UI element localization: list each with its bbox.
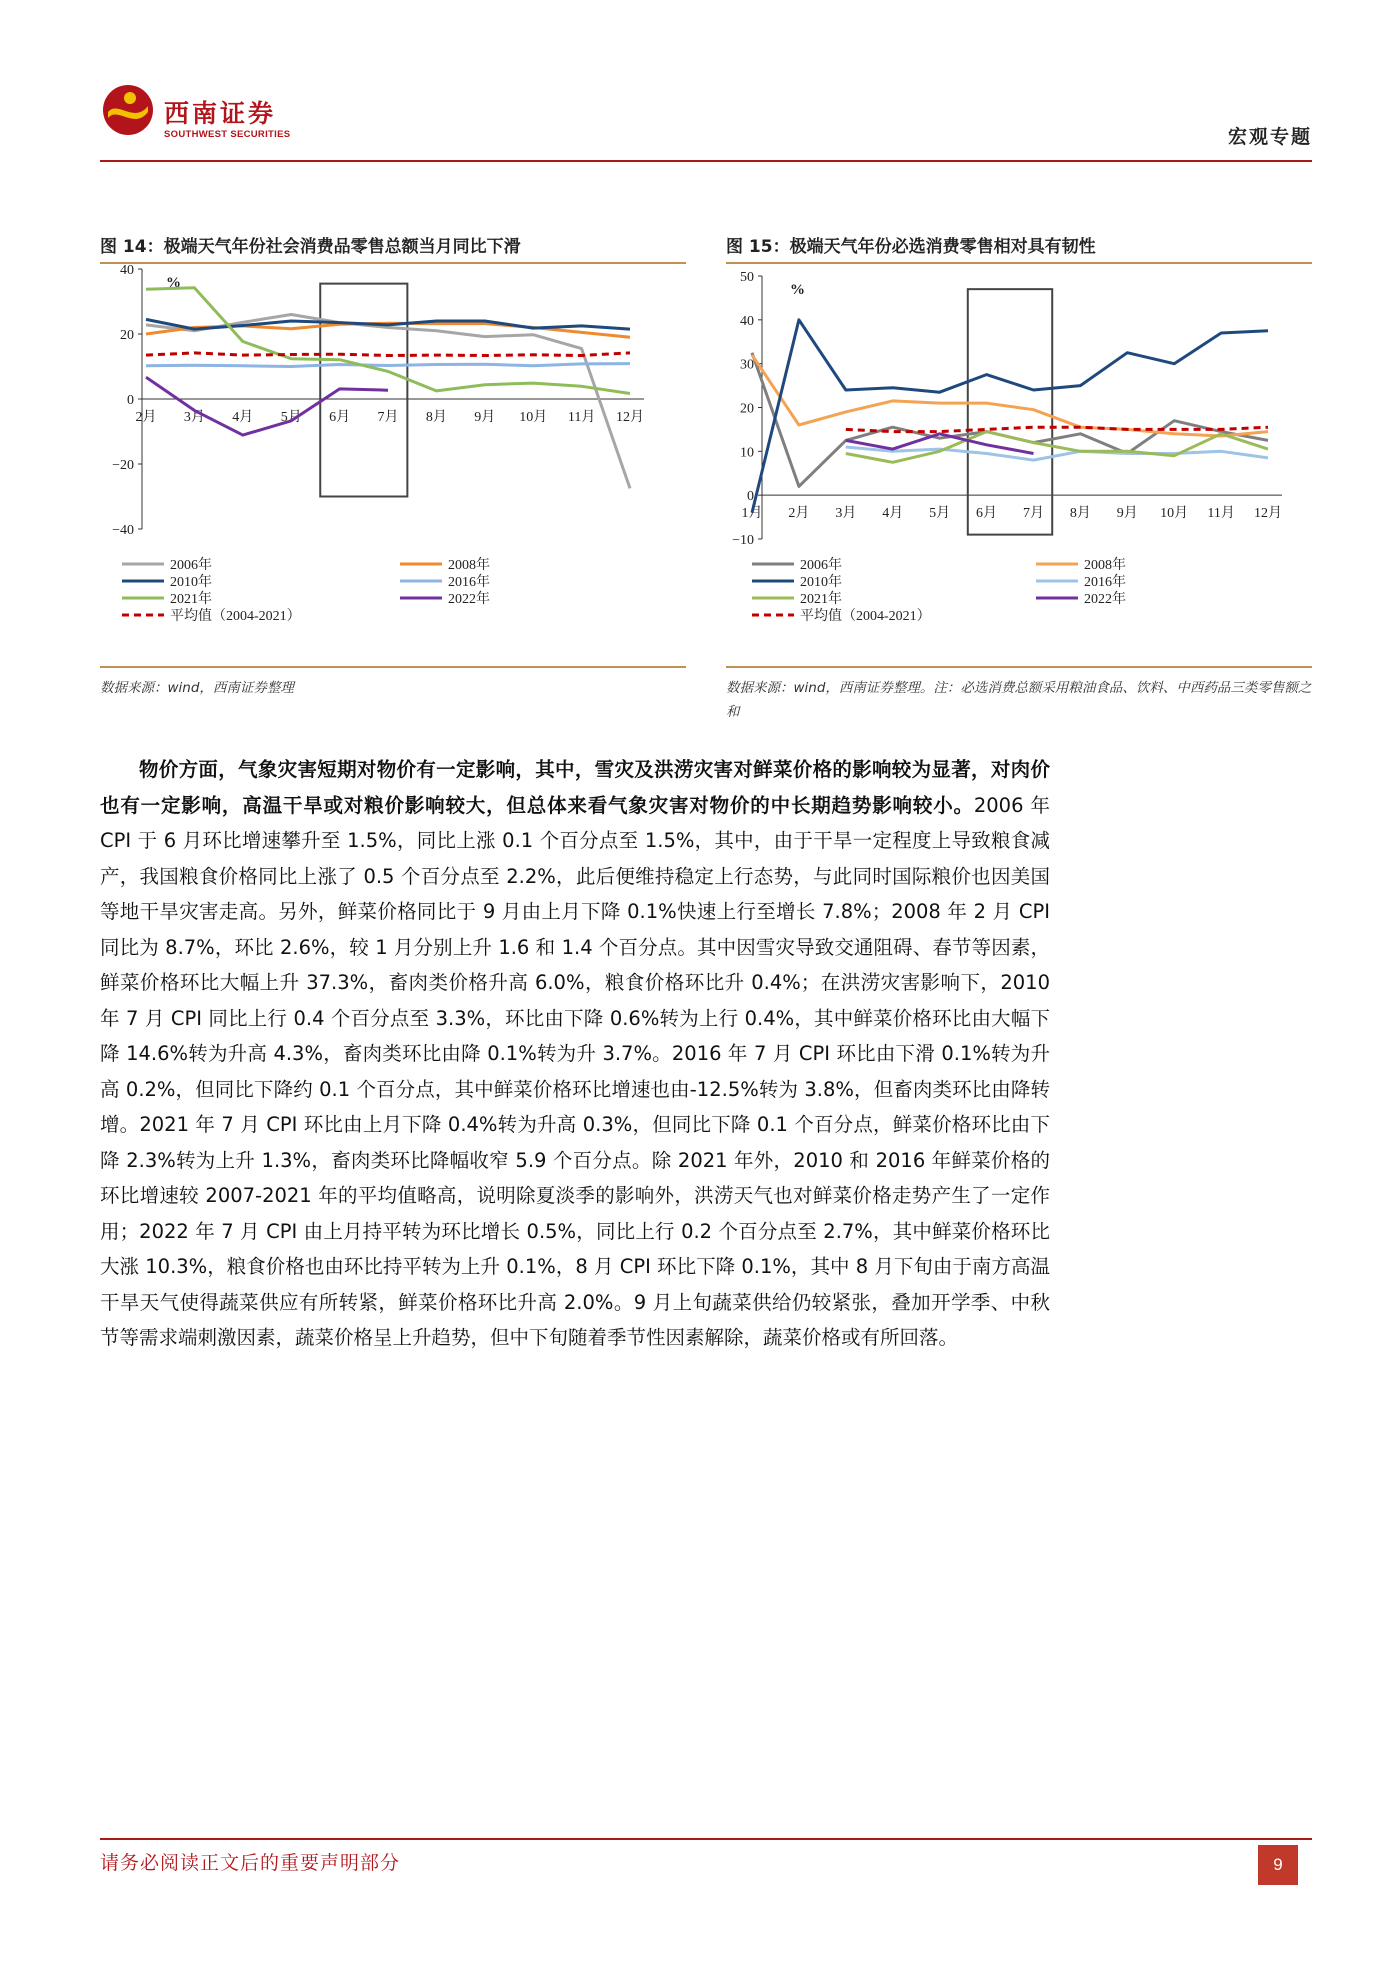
fig15-legend-label: 平均值（2004-2021）	[800, 609, 931, 624]
fig14-x-tick-label: 8月	[425, 410, 447, 425]
fig14-series-line-3	[146, 364, 630, 367]
fig15-x-tick-label: 8月	[1069, 506, 1091, 522]
fig14-y-tick-label: 40	[120, 264, 134, 278]
footer-notice: 请务必阅读正文后的重要声明部分	[100, 1852, 401, 1874]
fig14-x-tick-label: 9月	[474, 410, 496, 425]
fig14-legend-label: 平均值（2004-2021）	[170, 609, 301, 624]
fig14-legend-label: 2021年	[170, 592, 212, 607]
figure-15-source: 数据来源：wind，西南证券整理。注：必选消费总额采用粮油食品、饮料、中西药品三类零售额之和	[726, 680, 1312, 720]
fig15-legend-label: 2006年	[800, 558, 842, 573]
fig14-y-tick-label: 20	[120, 328, 134, 343]
fig15-x-tick-label: 7月	[1022, 506, 1044, 522]
page-header	[100, 82, 1312, 160]
fig15-x-tick-label: 12月	[1254, 506, 1282, 522]
fig15-x-tick-label: 5月	[929, 506, 951, 522]
fig14-y-tick-label: −40	[112, 523, 134, 538]
fig15-series-line-0	[752, 353, 1268, 487]
figure-14-title: 图 14：极端天气年份社会消费品零售总额当月同比下滑	[100, 237, 521, 257]
body-text: 2006 年 CPI 于 6 月环比增速攀升至 1.5%，同比上涨 0.1 个百分点至 1.5%，其中，由于干旱一定程度上导致粮食减产，我国粮食价格同比上涨了 0.5 个百分点至 2.2%，此后便维持稳定上行态势，与此同时国际粮价也因美国等地干旱灾害走高。另外，鲜菜价格同比于 9 月由上月下降 0.1%快速上行至增长 7.8%；2008 年 2 月 CPI 同比为 8.7%，环比 2.6%，较 1 月分别上升 1.6 和 1.4 个百分点。其中因雪灾导致交通阻碍、春节等因素，鲜菜价格环比大幅上升 37.3%，畜肉类价格升高 6.0%，粮食价格环比升 0.4%；在洪涝灾害影响下，2010 年 7 月 CPI 同比上行 0.4 个百分点至 3.3%，环比由下降 0.6%转为上行 0.4%，其中鲜菜价格环比由大幅下降 14.6%转为升高 4.3%，畜肉类环比由降 0.1%转为升 3.7%。2016 年 7 月 CPI 环比由下滑 0.1%转为升高 0.2%，但同比下降约 0.1 个百分点，其中鲜菜价格环比增速也由-12.5%转为 3.8%，但畜肉类环比由降转增。2021 年 7 月 CPI 环比由上月下降 0.4%转为升高 0.3%，但同比下降 0.1 个百分点，鲜菜价格环比由下降 2.3%转为上升 1.3%，畜肉类环比降幅收窄 5.9 个百分点。除 2021 年外，2010 和 2016 年鲜菜价格的环比增速较 2007-2021 年的平均值略高，说明除夏淡季的影响外，洪涝天气也对鲜菜价格走势产生了一定作用；2022 年 7 月 CPI 由上月持平转为环比增长 0.5%，同比上行 0.2 个百分点至 2.7%，其中鲜菜价格环比大涨 10.3%，粮食价格也由环比持平转为上升 0.1%，8 月 CPI 环比下降 0.1%，其中 8 月下旬由于南方高温干旱天气使得蔬菜供应有所转紧，鲜菜价格环比升高 2.0%。9 月上旬蔬菜供给仍较紧张，叠加开学季、中秋节等需求端刺激因素，蔬菜价格呈上升趋势，但中下旬随着季节性因素解除，蔬菜价格或有所回落。	[100, 793, 1050, 1349]
header-divider	[100, 160, 1312, 162]
figure-15-title: 图 15：极端天气年份必选消费零售相对具有韧性	[726, 237, 1096, 257]
fig15-x-tick-label: 11月	[1207, 506, 1235, 522]
fig14-x-tick-label: 3月	[183, 410, 205, 425]
fig14-legend-label: 2010年	[170, 575, 212, 590]
fig15-legend-label: 2022年	[1084, 592, 1126, 607]
company-logo-icon	[100, 82, 156, 138]
fig14-x-tick-label: 4月	[232, 410, 254, 425]
fig14-x-tick-label: 5月	[280, 410, 302, 425]
fig14-series-line-0	[146, 315, 630, 489]
figure-15-bottom-rule	[726, 666, 1312, 668]
figure-14	[100, 234, 686, 700]
fig15-legend-label: 2021年	[800, 592, 842, 607]
fig15-unit-label: %	[790, 282, 805, 298]
fig15-x-tick-label: 2月	[788, 506, 810, 522]
fig14-series-line-5	[146, 377, 388, 435]
fig15-y-tick-label: 40	[740, 313, 754, 329]
fig14-x-tick-label: 10月	[519, 410, 548, 425]
page-number: 9	[1258, 1845, 1298, 1885]
figure-15-chart	[726, 264, 1312, 666]
fig14-unit-label: %	[166, 275, 181, 291]
fig15-y-tick-label: 50	[740, 270, 754, 285]
fig14-legend-label: 2016年	[448, 575, 490, 590]
fig14-x-tick-label: 6月	[329, 410, 351, 425]
fig15-legend-label: 2016年	[1084, 575, 1126, 590]
fig14-x-tick-label: 11月	[567, 410, 596, 425]
company-name-cn: 西南证券	[164, 99, 277, 128]
fig15-x-tick-label: 3月	[835, 506, 857, 522]
fig14-x-tick-label: 2月	[135, 410, 157, 425]
fig15-x-tick-label: 4月	[882, 506, 904, 522]
section-label: 宏观专题	[1227, 126, 1312, 148]
fig15-y-tick-label: 10	[740, 445, 754, 461]
figure-15-chart-area	[726, 264, 1312, 666]
figure-15	[726, 234, 1312, 724]
figure-14-chart	[100, 264, 686, 666]
fig15-x-tick-label: 10月	[1160, 506, 1189, 522]
fig14-legend-label: 2006年	[170, 558, 212, 573]
figure-14-source: 数据来源：wind，西南证券整理	[100, 680, 294, 696]
fig15-y-tick-label: 20	[740, 401, 754, 417]
fig15-x-tick-label: 9月	[1116, 506, 1138, 522]
fig15-y-tick-label: 30	[740, 357, 754, 373]
fig14-legend-label: 2022年	[448, 592, 490, 607]
footer-divider	[100, 1838, 1312, 1840]
fig14-series-line-6	[146, 353, 630, 356]
fig14-y-tick-label: −20	[112, 458, 134, 473]
figure-14-chart-area	[100, 264, 686, 666]
company-name-en: SOUTHWEST SECURITIES	[164, 129, 291, 140]
fig15-y-tick-label: −10	[732, 533, 754, 548]
body-paragraph	[100, 752, 1050, 1356]
body-bold-lead: 物价方面，气象灾害短期对物价有一定影响，其中，雪灾及洪涝灾害对鲜菜价格的影响较为显著，对肉价也有一定影响，高温干旱或对粮价影响较大，但总体来看气象灾害对物价的中长期趋势影响较小。	[100, 758, 1050, 817]
fig14-legend-label: 2008年	[448, 558, 490, 573]
fig15-x-tick-label: 6月	[976, 506, 998, 522]
fig14-y-tick-label: 0	[127, 393, 134, 408]
fig14-x-tick-label: 7月	[377, 410, 399, 425]
figure-14-bottom-rule	[100, 666, 686, 668]
fig15-x-tick-label: 1月	[741, 506, 763, 522]
fig15-legend-label: 2008年	[1084, 558, 1126, 573]
fig15-legend-label: 2010年	[800, 575, 842, 590]
fig15-y-tick-label: 0	[747, 489, 754, 505]
fig14-x-tick-label: 12月	[616, 410, 644, 425]
